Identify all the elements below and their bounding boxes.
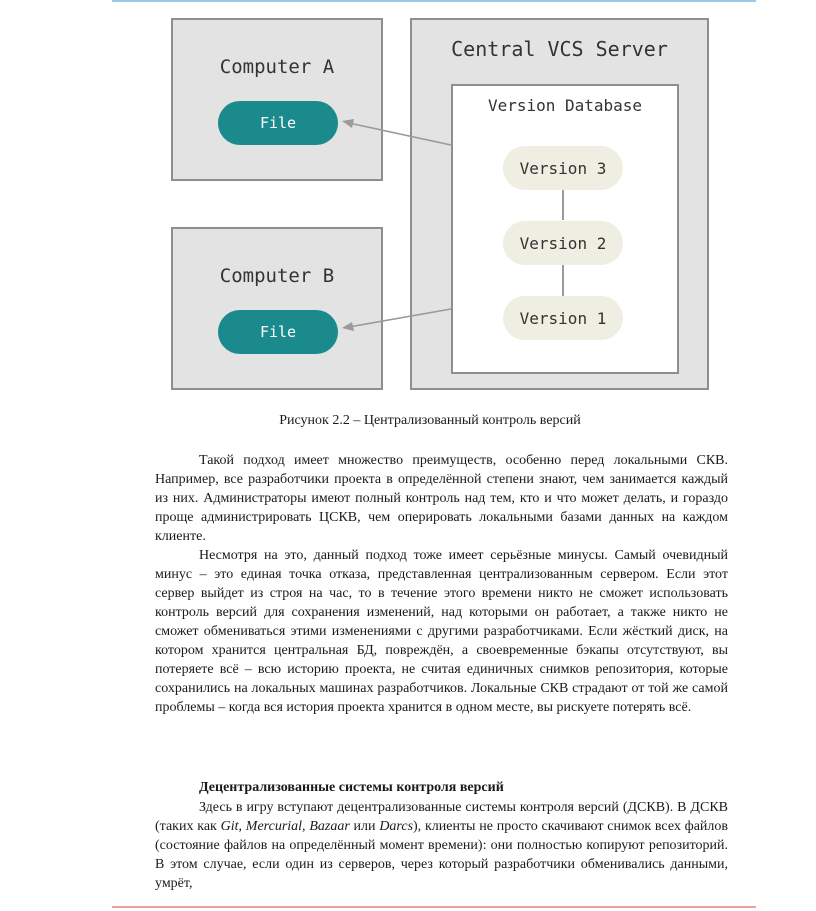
computer-b-file: File <box>218 310 338 354</box>
central-server-title: Central VCS Server <box>451 37 668 61</box>
body-text <box>155 451 728 717</box>
version-2-pill: Version 2 <box>503 221 623 265</box>
paragraph-disadvantages: Несмотря на это, данный подход тоже имеет серьёзные минусы. Самый очевидный минус – это единая точка отказа, представленная централизованным сервером. Если этот сервер выйдет из строя на час, то в течение этого времени никто не сможет использовать контроль версий для сохранения изменений, над которыми он работает, а также никто не сможет обмениваться этими изменениями с другими разработчиками. Если жёсткий диск, на котором хранится центральная БД, повреждён, а своевременные бэкапы отсутствуют, вы потеряете всё – всю историю проекта, не считая единичных снимков репозитория, которые сохранились на локальных машинах разработчиков. Локальные СКВ страдают от той же самой проблемы – когда вся история проекта хранится в одном месте, вы рискуете потерять всё. <box>155 548 728 715</box>
version-database-title: Version Database <box>487 96 643 115</box>
paragraph-dvcs <box>155 798 728 893</box>
section-heading: Децентрализованные системы контроля версий <box>199 780 504 795</box>
dvcs-text-end: ), клиенты не просто скачивают снимок всех файлов (состояние файлов на определённый момент времени): они полностью копируют репозиторий. В этом случае, если один из серверов, через который разработчики обменивались данными, умрёт, <box>155 819 728 891</box>
arrowhead-computer-a <box>342 119 354 128</box>
dvcs-text-start: Здесь в игру вступают децентрализованные системы контроля версий (ДСКВ). В ДСКВ (таких как <box>155 800 728 834</box>
bottom-rule <box>112 906 756 908</box>
computer-a-file: File <box>218 101 338 145</box>
paragraph-advantages: Такой подход имеет множество преимуществ, особенно перед локальными СКВ. Например, все разработчики проекта в определённой степени знают, чем занимается каждый из них. Администраторы имеют полный контроль над тем, кто и что может делать, и гораздо проще администрировать ЦСКВ, чем оперировать локальными базами данных на каждом клиенте. <box>155 453 728 544</box>
version-1-pill: Version 1 <box>503 296 623 340</box>
separator-1: , <box>238 819 246 834</box>
separator-or: или <box>349 819 380 834</box>
computer-a-title: Computer A <box>219 56 335 78</box>
computer-b-title: Computer B <box>219 265 335 287</box>
version-3-pill: Version 3 <box>503 146 623 190</box>
figure-caption: Рисунок 2.2 – Централизованный контроль версий <box>279 413 581 428</box>
darcs-name: Darcs <box>379 819 414 834</box>
separator-2: , <box>302 819 310 834</box>
bazaar-name: Bazaar <box>309 819 350 834</box>
git-name: Git <box>220 819 239 834</box>
arrow-to-computer-b <box>349 309 451 327</box>
section-text <box>155 798 728 893</box>
arrow-to-computer-a <box>349 123 451 145</box>
mercurial-name: Mercurial <box>245 819 303 834</box>
arrowhead-computer-b <box>342 322 354 331</box>
